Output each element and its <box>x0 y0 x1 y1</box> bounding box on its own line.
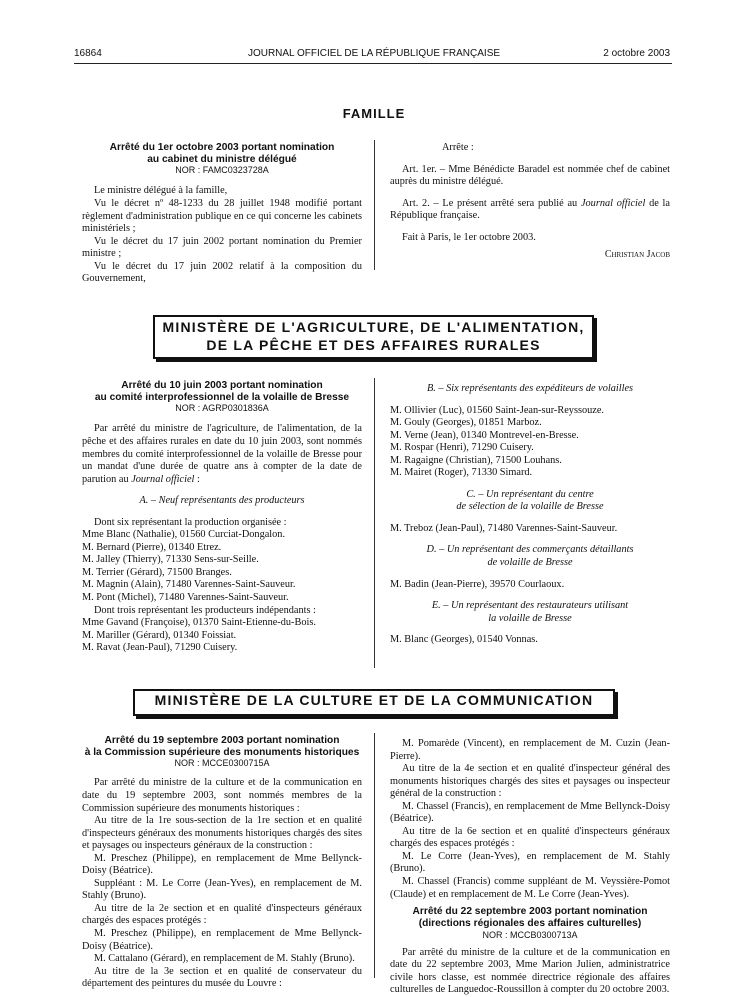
decree-title-line: au comité interprofessionnel de la volaille de Bresse <box>94 391 350 403</box>
arrete-label: Arrête : <box>442 142 474 153</box>
decree-title <box>82 142 362 165</box>
member-line: M. Gouly (Georges), 01851 Marboz. <box>390 417 542 429</box>
culture-right-column <box>390 738 670 997</box>
paragraph: Le ministre délégué à la famille, <box>94 185 228 197</box>
header-rule <box>74 63 672 64</box>
ministry-box-agriculture <box>153 315 594 359</box>
subheading-e: la volaille de Bresse <box>488 612 572 624</box>
member-line: Mme Gavand (Françoise), 01370 Saint-Etienne-du-Bois. <box>82 617 316 629</box>
column-divider <box>374 733 375 978</box>
subheading-c: de sélection de la volaille de Bresse <box>456 501 604 513</box>
member-line: M. Terrier (Gérard), 71500 Branges. <box>82 566 232 578</box>
column-divider <box>374 140 375 270</box>
ministry-line: MINISTÈRE DE L'AGRICULTURE, DE L'ALIMENTATION, <box>162 319 585 335</box>
member-line: M. Verne (Jean), 01340 Montrevel-en-Bresse. <box>390 429 579 441</box>
member-line: M. Blanc (Georges), 01540 Vonnas. <box>390 634 538 646</box>
nor-reference: NOR : MCCE0300715A <box>174 758 270 769</box>
page-number: 16864 <box>74 48 102 59</box>
decree-title-line: Arrêté du 1er octobre 2003 portant nomination <box>109 142 335 153</box>
subheading-e: E. – Un représentant des restaurateurs utilisant <box>431 600 629 612</box>
article-2: Art. 2. – Le présent arrêté sera publié au Journal officiel de la République française. <box>390 197 670 222</box>
member-line: M. Mairet (Roger), 71330 Simard. <box>390 467 533 479</box>
paragraph: Au titre de la 4e section et en qualité d'inspecteur général des monuments historiques chargés des sites et paysages ou inspecteur général de la construction : <box>390 763 670 800</box>
decree-title-line: Arrêté du 19 septembre 2003 portant nomination <box>104 735 340 746</box>
paragraph: M. Chassel (Francis) comme suppléant de M. Veyssière-Pomot (Claude) et en remplacement de M. Le Corre (Jean-Yves). <box>390 876 670 900</box>
agri-right-column <box>390 383 670 647</box>
paragraph: Vu le décret nº 48-1233 du 28 juillet 1948 modifié portant règlement d'administration publique en ce qui concerne les cabinets ministériels ; <box>82 197 362 235</box>
decree-title <box>82 380 362 403</box>
paragraph: Vu le décret du 17 juin 2002 portant nomination du Premier ministre ; <box>82 235 362 260</box>
member-line: M. Ragaigne (Christian), 71500 Louhans. <box>390 454 562 466</box>
member-line: M. Treboz (Jean-Paul), 71480 Varennes-Saint-Sauveur. <box>390 522 618 534</box>
column-divider <box>374 378 375 668</box>
culture-left-column <box>82 735 362 991</box>
subheading-c: C. – Un représentant du centre <box>466 488 594 500</box>
paragraph: M. Le Corre (Jean-Yves), en remplacement de M. Stahly (Bruno). <box>390 850 670 875</box>
paragraph: Au titre de la 6e section et en qualité d'inspecteurs généraux chargés des espaces protégés : <box>390 825 670 850</box>
member-line: M. Bernard (Pierre), 01340 Etrez. <box>82 541 222 553</box>
paragraph: Au titre de la 2e section et en qualité d'inspecteurs généraux chargés des espaces protégés : <box>82 902 362 927</box>
journal-title: JOURNAL OFFICIEL DE LA RÉPUBLIQUE FRANÇAISE <box>247 48 501 59</box>
issue-date: 2 octobre 2003 <box>603 48 670 59</box>
decree-title-line: au cabinet du ministre délégué <box>147 153 297 165</box>
intro-paragraph: Par arrêté du ministre de l'agriculture, de l'alimentation, de la pêche et des affaires rurales en date du 10 juin 2003, sont nommés membres du comité interprofessionnel de la volaille de Bresse pour un mandat d'une durée de quatre ans à compter de la date de parution au Journal officiel : <box>82 423 362 485</box>
paragraph: M. Preschez (Philippe), en remplacement de Mme Bellynck-Doisy (Béatrice). <box>82 927 362 952</box>
nor-reference: NOR : AGRP0301836A <box>175 403 269 414</box>
ministry-line: MINISTÈRE DE LA CULTURE ET DE LA COMMUNICATION <box>154 692 594 708</box>
subheading-a: A. – Neuf représentants des producteurs <box>139 495 305 507</box>
member-line: M. Badin (Jean-Pierre), 39570 Courlaoux. <box>390 578 565 590</box>
article-1: Art. 1er. – Mme Bénédicte Baradel est nommée chef de cabinet auprès du ministre délégué. <box>390 163 670 188</box>
fait-a-paris: Fait à Paris, le 1er octobre 2003. <box>402 231 536 243</box>
paragraph: Par arrêté du ministre de la culture et de la communication en date du 19 septembre 2003, sont nommés membres de la Commission supérieure des monuments historiques : <box>82 777 362 814</box>
paragraph: Vu le décret du 17 juin 2002 relatif à la composition du Gouvernement, <box>82 260 362 285</box>
paragraph: M. Chassel (Francis), en remplacement de Mme Bellynck-Doisy (Béatrice). <box>390 800 670 825</box>
paragraph: Au titre de la 1re sous-section de la 1re section et en qualité d'inspecteurs généraux des monuments historiques chargés des sites et paysages ou inspecteurs généraux de la construction : <box>82 815 362 852</box>
member-line: M. Ollivier (Luc), 01560 Saint-Jean-sur-Reyssouze. <box>390 404 604 416</box>
ministry-box-culture <box>133 689 615 716</box>
subheading-b: B. – Six représentants des expéditeurs de volailles <box>426 383 634 394</box>
decree-title-line: Arrêté du 22 septembre 2003 portant nomination <box>412 906 648 918</box>
member-line: M. Jalley (Thierry), 71330 Sens-sur-Seille. <box>82 554 259 566</box>
famille-right-column <box>390 142 670 261</box>
subheading-d: de volaille de Bresse <box>487 557 573 569</box>
group-label: Dont six représentant la production organisée : <box>94 516 287 528</box>
member-line: Mme Blanc (Nathalie), 01560 Curciat-Dongalon. <box>82 529 286 541</box>
paragraph: M. Cattalano (Gérard), en remplacement de M. Stahly (Bruno). <box>94 953 355 965</box>
member-line: M. Magnin (Alain), 71480 Varennes-Saint-Sauveur. <box>82 579 296 591</box>
member-line: M. Pont (Michel), 71480 Varennes-Saint-Sauveur. <box>82 591 289 603</box>
decree-title <box>390 906 670 929</box>
ministry-line: DE LA PÊCHE ET DES AFFAIRES RURALES <box>206 336 541 353</box>
section-title-famille: FAMILLE <box>342 106 406 121</box>
nor-reference: NOR : MCCB0300713A <box>482 929 578 940</box>
subheading-d: D. – Un représentant des commerçants détaillants <box>426 544 634 556</box>
paragraph: M. Preschez (Philippe), en remplacement de Mme Bellynck-Doisy (Béatrice). <box>82 852 362 877</box>
nor-reference: NOR : FAMC0323728A <box>175 165 269 176</box>
paragraph: Suppléant : M. Le Corre (Jean-Yves), en remplacement de M. Stahly (Bruno). <box>82 877 362 902</box>
decree-title-line: à la Commission supérieure des monuments historiques <box>84 746 360 758</box>
member-line: M. Mariller (Gérard), 01340 Foissiat. <box>82 629 237 641</box>
signature: Christian Jacob <box>604 249 670 261</box>
paragraph: Au titre de la 3e section et en qualité de conservateur du département des peintures du musée du Louvre : <box>82 965 362 990</box>
decree-title <box>82 735 362 758</box>
paragraph: M. Pomarède (Vincent), en remplacement de M. Cuzin (Jean-Pierre). <box>390 738 670 762</box>
member-line: M. Rospar (Henri), 71290 Cuisery. <box>390 442 534 454</box>
famille-left-column <box>82 142 362 286</box>
decree-title-line: Arrêté du 10 juin 2003 portant nomination <box>121 380 323 391</box>
paragraph: Par arrêté du ministre de la culture et de la communication en date du 22 septembre 2003, Mme Marion Julien, administratrice civile hors classe, est nommée directrice régionale des affaires culturelles de Languedoc-Roussillon à compter du 20 octobre 2003. <box>390 946 670 996</box>
group-label: Dont trois représentant les producteurs indépendants : <box>94 604 316 616</box>
agri-left-column <box>82 380 362 655</box>
member-line: M. Ravat (Jean-Paul), 71290 Cuisery. <box>82 642 238 654</box>
decree-title-line: (directions régionales des affaires culturelles) <box>418 917 642 929</box>
